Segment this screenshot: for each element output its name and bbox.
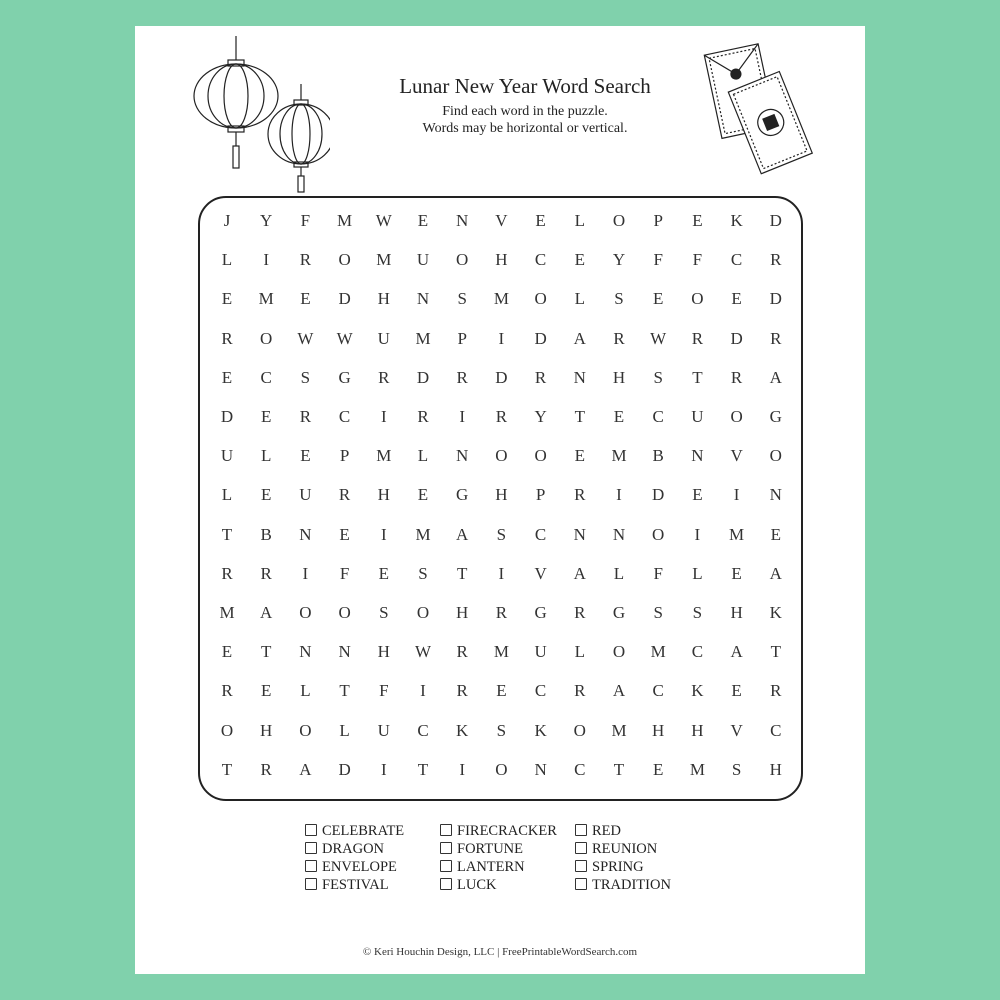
grid-letter: H [456,603,469,622]
grid-letter: E [339,524,350,544]
grid-letter: I [733,485,740,505]
word-label: LUCK [457,877,497,893]
word-list-item[interactable] [305,822,404,840]
grid-letter: C [417,720,429,740]
grid-letter: O [612,211,626,230]
grid-letter: G [338,367,351,387]
grid-letter: D [534,328,547,348]
word-list-item[interactable] [440,822,557,840]
grid-letter: V [730,446,743,466]
grid-letter: S [653,367,663,387]
word-label: FIRECRACKER [457,823,557,839]
grid-letter: E [731,563,742,583]
grid-letter: V [730,720,743,740]
grid-letter: L [417,446,429,466]
grid-letter: U [377,720,390,740]
grid-letter: E [260,681,272,701]
grid-letter: A [769,367,782,387]
grid-letter: M [493,642,509,662]
grid-letter: O [691,289,704,309]
grid-letter: C [574,759,586,779]
grid-letter: D [338,289,351,309]
grid-letter: S [614,289,624,309]
grid-letter: R [730,367,743,387]
grid-letter: T [770,642,781,662]
grid-letter: R [574,681,586,701]
grid-letter: O [534,289,547,309]
grid-letter: O [495,759,508,779]
grid-letter: S [692,603,703,622]
grid-letter: F [300,211,311,230]
grid-letter: N [456,211,469,230]
grid-letter: C [338,407,351,426]
grid-letter: N [299,524,312,544]
grid-letter: A [612,681,626,701]
grid-letter: E [221,367,233,387]
grid-letter: D [220,407,234,426]
grid-letter: O [260,328,273,348]
instruction-line: Words may be horizontal or vertical. [422,121,628,136]
grid-letter: H [730,603,743,622]
grid-letter: L [221,485,233,505]
grid-letter: W [297,328,314,348]
grid-letter: C [534,681,547,701]
grid-letter: W [650,328,667,348]
grid-letter: T [221,524,233,544]
word-list-item[interactable] [305,840,384,858]
word-list-item[interactable] [575,876,671,894]
checkbox[interactable] [305,842,317,854]
lantern-icon [194,36,278,168]
grid-letter: N [769,485,782,505]
grid-letter: R [260,563,272,583]
grid-letter: W [336,328,353,348]
grid-letter: I [420,681,426,701]
grid-letter: P [535,485,546,505]
grid-letter: K [691,681,704,701]
grid-letter: M [493,289,509,309]
grid-letter: A [260,603,273,622]
grid-letter: F [653,250,663,270]
grid-letter: T [260,642,272,662]
grid-letter: C [730,250,743,270]
word-label: DRAGON [322,841,385,857]
grid-letter: S [653,603,663,622]
footer-credit: © Keri Houchin Design, LLC | FreePrintableWordSearch.com [362,946,638,958]
page-title: Lunar New Year Word Search [399,74,651,98]
grid-letter: G [769,407,782,426]
grid-letter: N [416,289,430,309]
grid-letter: E [221,642,233,662]
grid-letter: I [380,759,387,779]
grid-letter: O [573,720,586,740]
grid-letter: F [653,563,663,583]
grid-letter: R [221,328,233,348]
grid-letter: H [691,720,704,740]
grid-letter: N [456,446,469,466]
checkbox[interactable] [440,842,452,854]
grid-letter: O [456,250,469,270]
checkbox[interactable] [305,860,317,872]
grid-letter: D [495,367,508,387]
grid-letter: O [769,446,782,466]
grid-letter: R [221,681,233,701]
grid-letter: C [534,250,547,270]
instruction-line: Find each word in the puzzle. [442,104,608,119]
grid-letter: K [730,211,743,230]
grid-letter: D [338,759,351,779]
grid-letter: D [769,289,782,309]
word-list-item[interactable] [440,858,525,876]
grid-letter: E [496,681,507,701]
grid-letter: L [574,211,585,230]
grid-letter: I [616,485,622,505]
word-list-item[interactable] [575,858,644,876]
grid-letter: O [416,603,430,622]
grid-letter: C [260,367,272,387]
grid-letter: A [730,642,743,662]
grid-letter: U [691,407,704,426]
word-list-item[interactable] [305,858,397,876]
grid-letter: I [302,563,309,583]
grid-letter: R [574,603,586,622]
grid-letter: R [574,485,586,505]
checkbox[interactable] [440,824,452,836]
grid-letter: K [534,720,547,740]
grid-letter: O [299,603,312,622]
grid-letter: S [496,524,507,544]
grid-letter: S [457,289,467,309]
grid-letter: L [692,563,703,583]
grid-letter: R [613,328,625,348]
grid-letter: R [456,367,468,387]
grid-letter: O [338,250,351,270]
grid-letter: N [573,367,586,387]
grid-letter: E [417,485,429,505]
grid-letter: A [769,563,782,583]
word-list-item[interactable] [305,876,389,894]
grid-letter: E [731,289,742,309]
grid-letter: M [689,759,705,779]
grid-letter: N [338,642,351,662]
word-list-item[interactable] [575,822,621,840]
grid-letter: E [692,485,703,505]
grid-letter: W [414,642,432,662]
checkbox[interactable] [575,824,587,836]
grid-letter: O [534,446,547,466]
grid-letter: O [495,446,508,466]
grid-letter: D [730,328,743,348]
grid-letter: H [652,720,665,740]
grid-letter: E [731,681,742,701]
grid-letter: N [612,524,626,544]
word-label: RED [592,823,621,839]
grid-letter: R [221,563,233,583]
grid-letter: Y [534,407,547,426]
grid-letter: M [219,603,235,622]
grid-letter: L [260,446,272,466]
word-label: ENVELOPE [322,859,397,875]
grid-letter: E [770,524,781,544]
word-label: CELEBRATE [322,823,405,839]
grid-letter: Y [612,250,626,270]
grid-letter: O [730,407,743,426]
word-label: FESTIVAL [322,877,389,893]
grid-letter: S [300,367,311,387]
checkbox[interactable] [575,842,587,854]
word-label: SPRING [592,859,644,875]
grid-letter: M [415,328,431,348]
grid-letter: C [534,524,547,544]
grid-letter: A [456,524,469,544]
grid-letter: N [299,642,312,662]
grid-letter: J [223,211,231,230]
grid-letter: H [612,367,626,387]
checkbox[interactable] [440,860,452,872]
grid-letter: E [300,289,311,309]
grid-letter: R [495,603,508,622]
grid-letter: C [770,720,782,740]
word-label: LANTERN [457,859,525,875]
grid-letter: N [534,759,547,779]
grid-letter: F [692,250,703,270]
grid-letter: R [299,407,312,426]
checkbox[interactable] [305,824,317,836]
checkbox[interactable] [575,860,587,872]
grid-letter: E [300,446,311,466]
grid-letter: L [300,681,311,701]
grid-letter: U [416,250,430,270]
grid-letter: M [258,289,274,309]
grid-letter: I [694,524,701,544]
grid-letter: E [535,211,546,230]
word-label: TRADITION [592,877,671,893]
grid-letter: H [260,720,273,740]
grid-letter: F [379,681,389,701]
grid-letter: I [498,328,505,348]
grid-letter: R [417,407,429,426]
grid-letter: W [375,211,392,230]
grid-letter: D [416,367,430,387]
grid-letter: R [456,642,468,662]
grid-letter: E [613,407,625,426]
grid-letter: H [495,250,508,270]
grid-letter: R [770,328,782,348]
grid-letter: R [456,681,468,701]
grid-letter: E [260,485,272,505]
grid-letter: C [691,642,704,662]
grid-letter: O [299,720,312,740]
grid-letter: E [221,289,233,309]
grid-letter: H [377,642,390,662]
grid-letter: U [377,328,390,348]
grid-letter: M [376,250,392,270]
grid-letter: L [221,250,233,270]
grid-letter: I [263,250,270,270]
grid-letter: U [534,642,547,662]
grid-letter: E [652,759,664,779]
grid-letter: H [769,759,782,779]
grid-letter: H [377,485,390,505]
grid-letter: H [377,289,390,309]
worksheet-page [135,26,865,974]
checkbox[interactable] [575,878,587,890]
word-search-grid [198,196,803,801]
grid-letter: E [574,446,585,466]
grid-letter: H [495,485,508,505]
grid-letter: T [613,759,625,779]
word-list-item[interactable] [440,876,496,894]
grid-letter: R [534,367,547,387]
word-list-item[interactable] [440,840,523,858]
grid-letter: O [652,524,665,544]
grid-letter: M [611,720,627,740]
grid-letter: F [339,563,350,583]
grid-letter: P [653,211,663,230]
grid-letter: T [692,367,703,387]
grid-letter: U [299,485,312,505]
grid-letter: M [415,524,431,544]
grid-letter: D [769,211,782,230]
grid-letter: C [652,407,664,426]
grid-letter: S [731,759,742,779]
grid-letter: T [339,681,350,701]
grid-letter: G [534,603,547,622]
word-label: FORTUNE [457,841,523,857]
grid-letter: E [692,211,703,230]
grid-letter: A [573,563,586,583]
grid-letter: T [574,407,585,426]
word-label: REUNION [592,841,658,857]
grid-letter: L [613,563,625,583]
grid-letter: N [691,446,704,466]
grid-letter: T [221,759,233,779]
grid-letter: I [459,407,466,426]
checkbox[interactable] [440,878,452,890]
grid-letter: M [337,211,353,230]
grid-letter: R [691,328,704,348]
grid-letter: E [260,407,272,426]
grid-letter: V [534,563,547,583]
grid-letter: L [574,289,585,309]
grid-letter: M [650,642,666,662]
grid-letter: R [260,759,272,779]
grid-letter: G [612,603,626,622]
grid-letter: V [495,211,508,230]
grid-letter: R [770,681,782,701]
grid-letter: C [652,681,664,701]
red-envelope-icon [703,38,813,183]
grid-letter: R [378,367,390,387]
grid-letter: R [495,407,508,426]
grid-letter: B [260,524,272,544]
grid-letter: I [380,407,387,426]
grid-letter: N [573,524,586,544]
grid-letter: I [459,759,466,779]
grid-letter: O [338,603,351,622]
grid-letter: O [612,642,626,662]
grid-letter: S [379,603,389,622]
grid-letter: K [456,720,469,740]
grid-letter: I [498,563,505,583]
grid-letter: U [220,446,234,466]
grid-letter: E [574,250,585,270]
grid-letter: P [457,328,467,348]
grid-letter: M [611,446,627,466]
grid-letter: E [378,563,389,583]
grid-letter: G [456,485,469,505]
grid-letter: R [770,250,782,270]
grid-letter: I [380,524,387,544]
grid-letter: T [417,759,429,779]
grid-letter: B [652,446,664,466]
grid-letter: M [729,524,745,544]
grid-letter: A [573,328,586,348]
grid-letter: R [299,250,312,270]
grid-letter: O [220,720,234,740]
grid-letter: P [339,446,350,466]
grid-letter: S [418,563,428,583]
grid-letter: R [338,485,351,505]
grid-letter: L [339,720,350,740]
grid-letter: S [496,720,507,740]
grid-letter: Y [260,211,273,230]
checkbox[interactable] [305,878,317,890]
grid-letter: E [652,289,664,309]
grid-letter: T [456,563,468,583]
grid-letter: M [376,446,392,466]
grid-letter: K [769,603,782,622]
grid-letter: L [574,642,585,662]
grid-letter: D [652,485,665,505]
grid-letter: A [299,759,312,779]
grid-letter: E [417,211,429,230]
word-list-item[interactable] [575,840,657,858]
